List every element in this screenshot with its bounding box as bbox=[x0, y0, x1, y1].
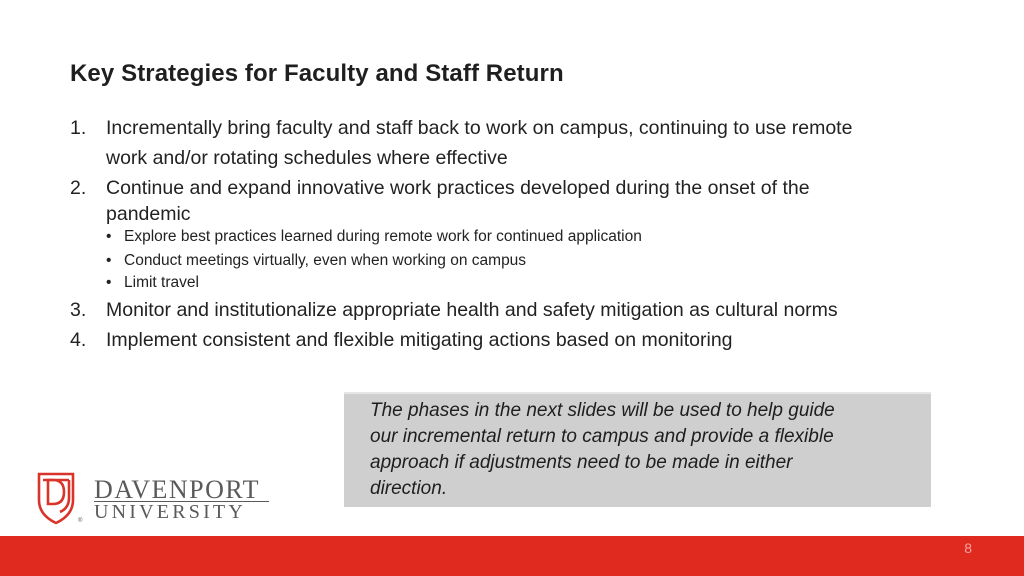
callout-line: our incremental return to campus and provide a flexible bbox=[370, 426, 834, 447]
item-line: Monitor and institutionalize appropriate health and safety mitigation as cultural norms bbox=[106, 299, 838, 321]
strategy-list bbox=[70, 113, 950, 355]
sub-bullet-item bbox=[70, 273, 950, 293]
item-line: pandemic bbox=[106, 203, 191, 225]
bullet-icon: • bbox=[106, 252, 112, 269]
davenport-logo bbox=[36, 470, 276, 526]
item-number: 1. bbox=[70, 117, 87, 139]
item-line: Continue and expand innovative work practices developed during the onset of the bbox=[106, 177, 810, 199]
sub-bullet-text: Explore best practices learned during remote work for continued application bbox=[124, 228, 642, 245]
sub-bullet-item bbox=[70, 225, 950, 249]
bullet-icon: • bbox=[106, 274, 112, 291]
sub-bullet-item bbox=[70, 249, 950, 273]
davenport-shield-logo-icon bbox=[39, 474, 73, 523]
sub-bullet-text: Conduct meetings virtually, even when working on campus bbox=[124, 252, 527, 269]
logo-text-university: UNIVERSITY bbox=[94, 501, 246, 523]
strategy-item-2 bbox=[70, 175, 950, 227]
logo-text-davenport: DAVENPORT bbox=[94, 475, 261, 504]
strategy-item-3 bbox=[70, 295, 950, 325]
item-number: 3. bbox=[70, 299, 87, 321]
strategy-item-1 bbox=[70, 113, 950, 173]
strategy-item-4 bbox=[70, 325, 950, 355]
callout-line: approach if adjustments need to be made in either bbox=[370, 452, 793, 473]
item-number: 4. bbox=[70, 329, 87, 351]
item-line: Implement consistent and flexible mitigating actions based on monitoring bbox=[106, 329, 733, 351]
callout-line: direction. bbox=[370, 478, 448, 499]
page-number: 8 bbox=[964, 540, 972, 556]
sub-bullet-text: Limit travel bbox=[124, 274, 199, 291]
item-line: Incrementally bring faculty and staff back to work on campus, continuing to use remote bbox=[106, 117, 853, 139]
registered-mark: ® bbox=[78, 518, 83, 524]
slide-title: Key Strategies for Faculty and Staff Return bbox=[70, 60, 564, 87]
callout-box bbox=[344, 392, 931, 507]
footer-bar bbox=[0, 536, 1024, 576]
item-line: work and/or rotating schedules where effective bbox=[106, 147, 508, 169]
callout-line: The phases in the next slides will be used to help guide bbox=[370, 400, 835, 421]
bullet-icon: • bbox=[106, 228, 112, 245]
item-number: 2. bbox=[70, 177, 87, 199]
